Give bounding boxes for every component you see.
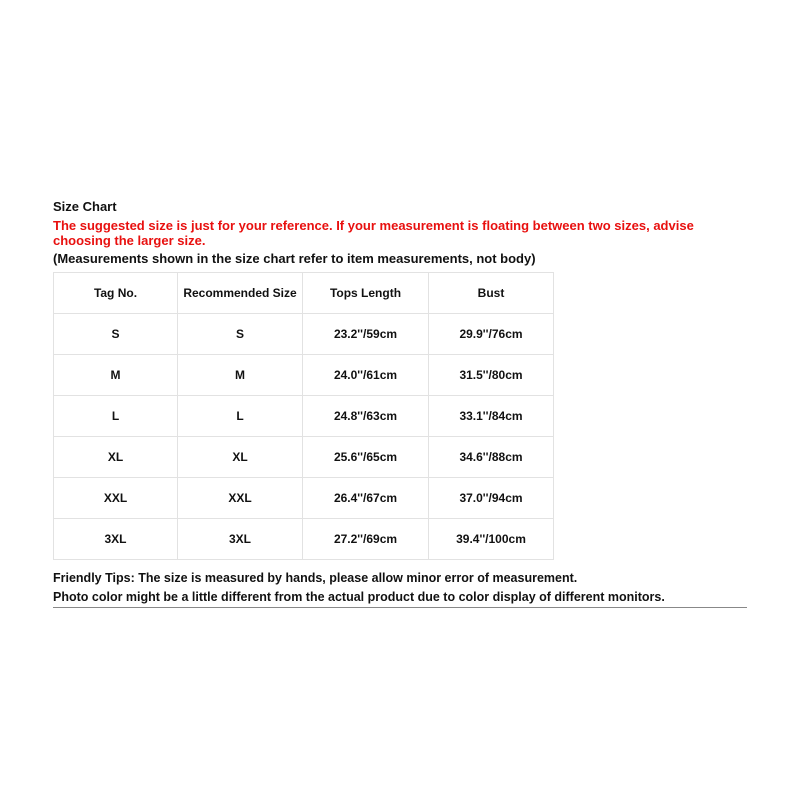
cell-recommended-size: XXL (178, 478, 303, 519)
size-chart-document (53, 199, 753, 608)
cell-tag-no: XXL (54, 478, 178, 519)
tips-line-hand-measured: Friendly Tips: The size is measured by hands, please allow minor error of measurement. (53, 571, 578, 585)
cell-recommended-size: S (178, 314, 303, 355)
cell-bust: 33.1''/84cm (429, 396, 554, 437)
cell-tag-no: XL (54, 437, 178, 478)
header-recommended-size: Recommended Size (178, 273, 303, 314)
cell-bust: 39.4''/100cm (429, 519, 554, 560)
friendly-tips (53, 569, 747, 608)
table-row (54, 355, 554, 396)
cell-tag-no: M (54, 355, 178, 396)
cell-bust: 37.0''/94cm (429, 478, 554, 519)
size-chart-title: Size Chart (53, 199, 117, 214)
cell-recommended-size: M (178, 355, 303, 396)
header-tag-no: Tag No. (54, 273, 178, 314)
header-tops-length: Tops Length (303, 273, 429, 314)
cell-recommended-size: XL (178, 437, 303, 478)
table-row (54, 396, 554, 437)
cell-tag-no: 3XL (54, 519, 178, 560)
table-header-row (54, 273, 554, 314)
cell-tops-length: 26.4''/67cm (303, 478, 429, 519)
measurement-note: (Measurements shown in the size chart refer to item measurements, not body) (53, 251, 536, 266)
table-row (54, 519, 554, 560)
cell-tag-no: S (54, 314, 178, 355)
cell-tops-length: 24.8''/63cm (303, 396, 429, 437)
header-bust: Bust (429, 273, 554, 314)
cell-bust: 29.9''/76cm (429, 314, 554, 355)
cell-bust: 31.5''/80cm (429, 355, 554, 396)
tips-line-photo-color: Photo color might be a little different from the actual product due to color display of different monitors. (53, 588, 747, 608)
cell-tag-no: L (54, 396, 178, 437)
table-row (54, 478, 554, 519)
cell-tops-length: 27.2''/69cm (303, 519, 429, 560)
cell-recommended-size: 3XL (178, 519, 303, 560)
table-row (54, 437, 554, 478)
cell-tops-length: 23.2''/59cm (303, 314, 429, 355)
size-table (53, 272, 554, 560)
cell-tops-length: 24.0''/61cm (303, 355, 429, 396)
cell-tops-length: 25.6''/65cm (303, 437, 429, 478)
table-row (54, 314, 554, 355)
size-suggestion-notice: The suggested size is just for your reference. If your measurement is floating between two sizes, advise choosing the larger size. (53, 218, 694, 248)
cell-recommended-size: L (178, 396, 303, 437)
cell-bust: 34.6''/88cm (429, 437, 554, 478)
